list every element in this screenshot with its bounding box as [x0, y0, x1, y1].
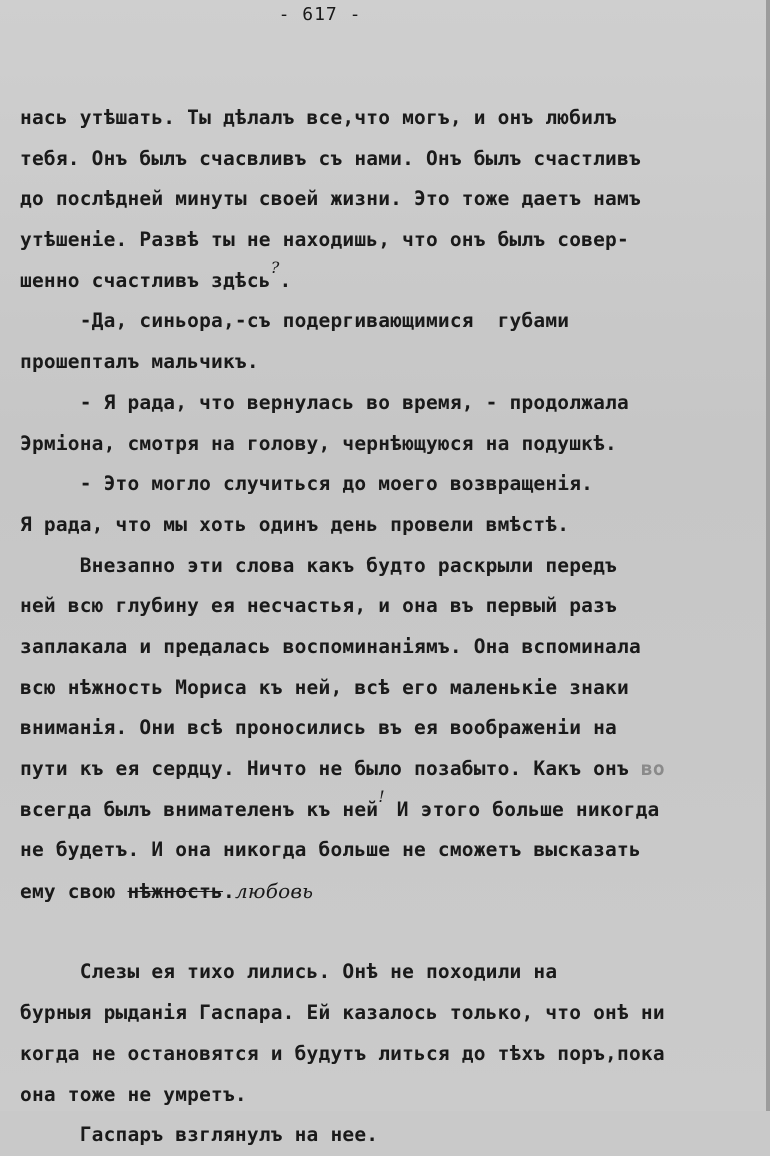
page-number: - 617 -	[278, 4, 362, 25]
text-line: Слезы ея тихо лились. Онѣ не походили на	[20, 960, 558, 984]
text-fragment: всегда былъ внимателенъ къ ней	[20, 797, 379, 821]
text-line-with-correction	[20, 871, 770, 912]
text-line-with-correction	[20, 786, 770, 831]
text-fragment: пути къ ея сердцу. Ничто не было позабыто. Какъ онъ	[20, 757, 629, 780]
text-line: когда не остановятся и будутъ литься до тѣхъ поръ,пока	[20, 1041, 665, 1065]
text-line-with-correction	[20, 257, 770, 302]
text-line: Гаспаръ взглянулъ на нее.	[20, 1123, 379, 1147]
text-line: - Я рада, что вернулась во время, - продолжала	[20, 390, 629, 414]
handwritten-question-mark: ?	[270, 257, 280, 277]
text-line: Эрмiона, смотря на голову, чернѣющуюся на подушкѣ.	[20, 431, 617, 455]
text-line: тебя. Онъ былъ счасвливъ съ нами. Онъ былъ счастливъ	[20, 146, 641, 170]
text-line: всю нѣжность Мориса къ ней, всѣ его маленькiе знаки	[20, 675, 629, 699]
text-line: - Это могло случиться до моего возвращенiя.	[20, 472, 594, 496]
struck-word: нѣжность	[127, 880, 223, 904]
text-line: до послѣдней минуты своей жизни. Это тоже даетъ намъ	[20, 187, 641, 211]
text-line: не будетъ. И она никогда больше не сможетъ высказать	[20, 838, 641, 862]
text-line: утѣшенiе. Развѣ ты не находишь, что онъ былъ совер-	[20, 228, 629, 252]
text-line: она тоже не умретъ.	[20, 1082, 247, 1106]
text-line: -Да, синьора,-съ подергивающимися губами	[20, 309, 570, 333]
text-fragment: И этого больше никогда	[384, 797, 660, 821]
handwritten-correction: любовь	[234, 879, 314, 904]
text-line: Я рада, что мы хоть одинъ день провели вмѣстѣ.	[20, 512, 570, 536]
text-line: бурныя рыданiя Гаспара. Ей казалось только, что онѣ ни	[20, 1001, 665, 1025]
blank-line	[20, 912, 770, 953]
text-line-with-edge	[20, 749, 770, 790]
scan-edge	[766, 0, 770, 1111]
text-line: прошепталъ мальчикъ.	[20, 350, 259, 374]
text-line: ней всю глубину ея несчастья, и она въ первый разъ	[20, 594, 617, 618]
text-fragment: .	[223, 880, 235, 904]
text-line: нась утѣшать. Ты дѣлалъ все,что могъ, и онъ любилъ	[20, 106, 617, 129]
text-fragment: шенно счастливъ здѣсь	[20, 268, 271, 292]
text-fragment: ему свою	[20, 880, 128, 904]
text-fragment: .	[279, 268, 292, 292]
text-line: заплакала и предалась воспоминанiямъ. Она вспоминала	[20, 634, 641, 658]
text-line: Внезапно эти слова какъ будто раскрыли передъ	[20, 553, 617, 577]
body-text	[20, 98, 770, 1156]
faded-edge-text: во	[628, 757, 665, 780]
text-line: вниманiя. Они всѣ проносились въ ея воображенiи на	[20, 716, 617, 740]
handwritten-exclamation: !	[378, 786, 385, 806]
